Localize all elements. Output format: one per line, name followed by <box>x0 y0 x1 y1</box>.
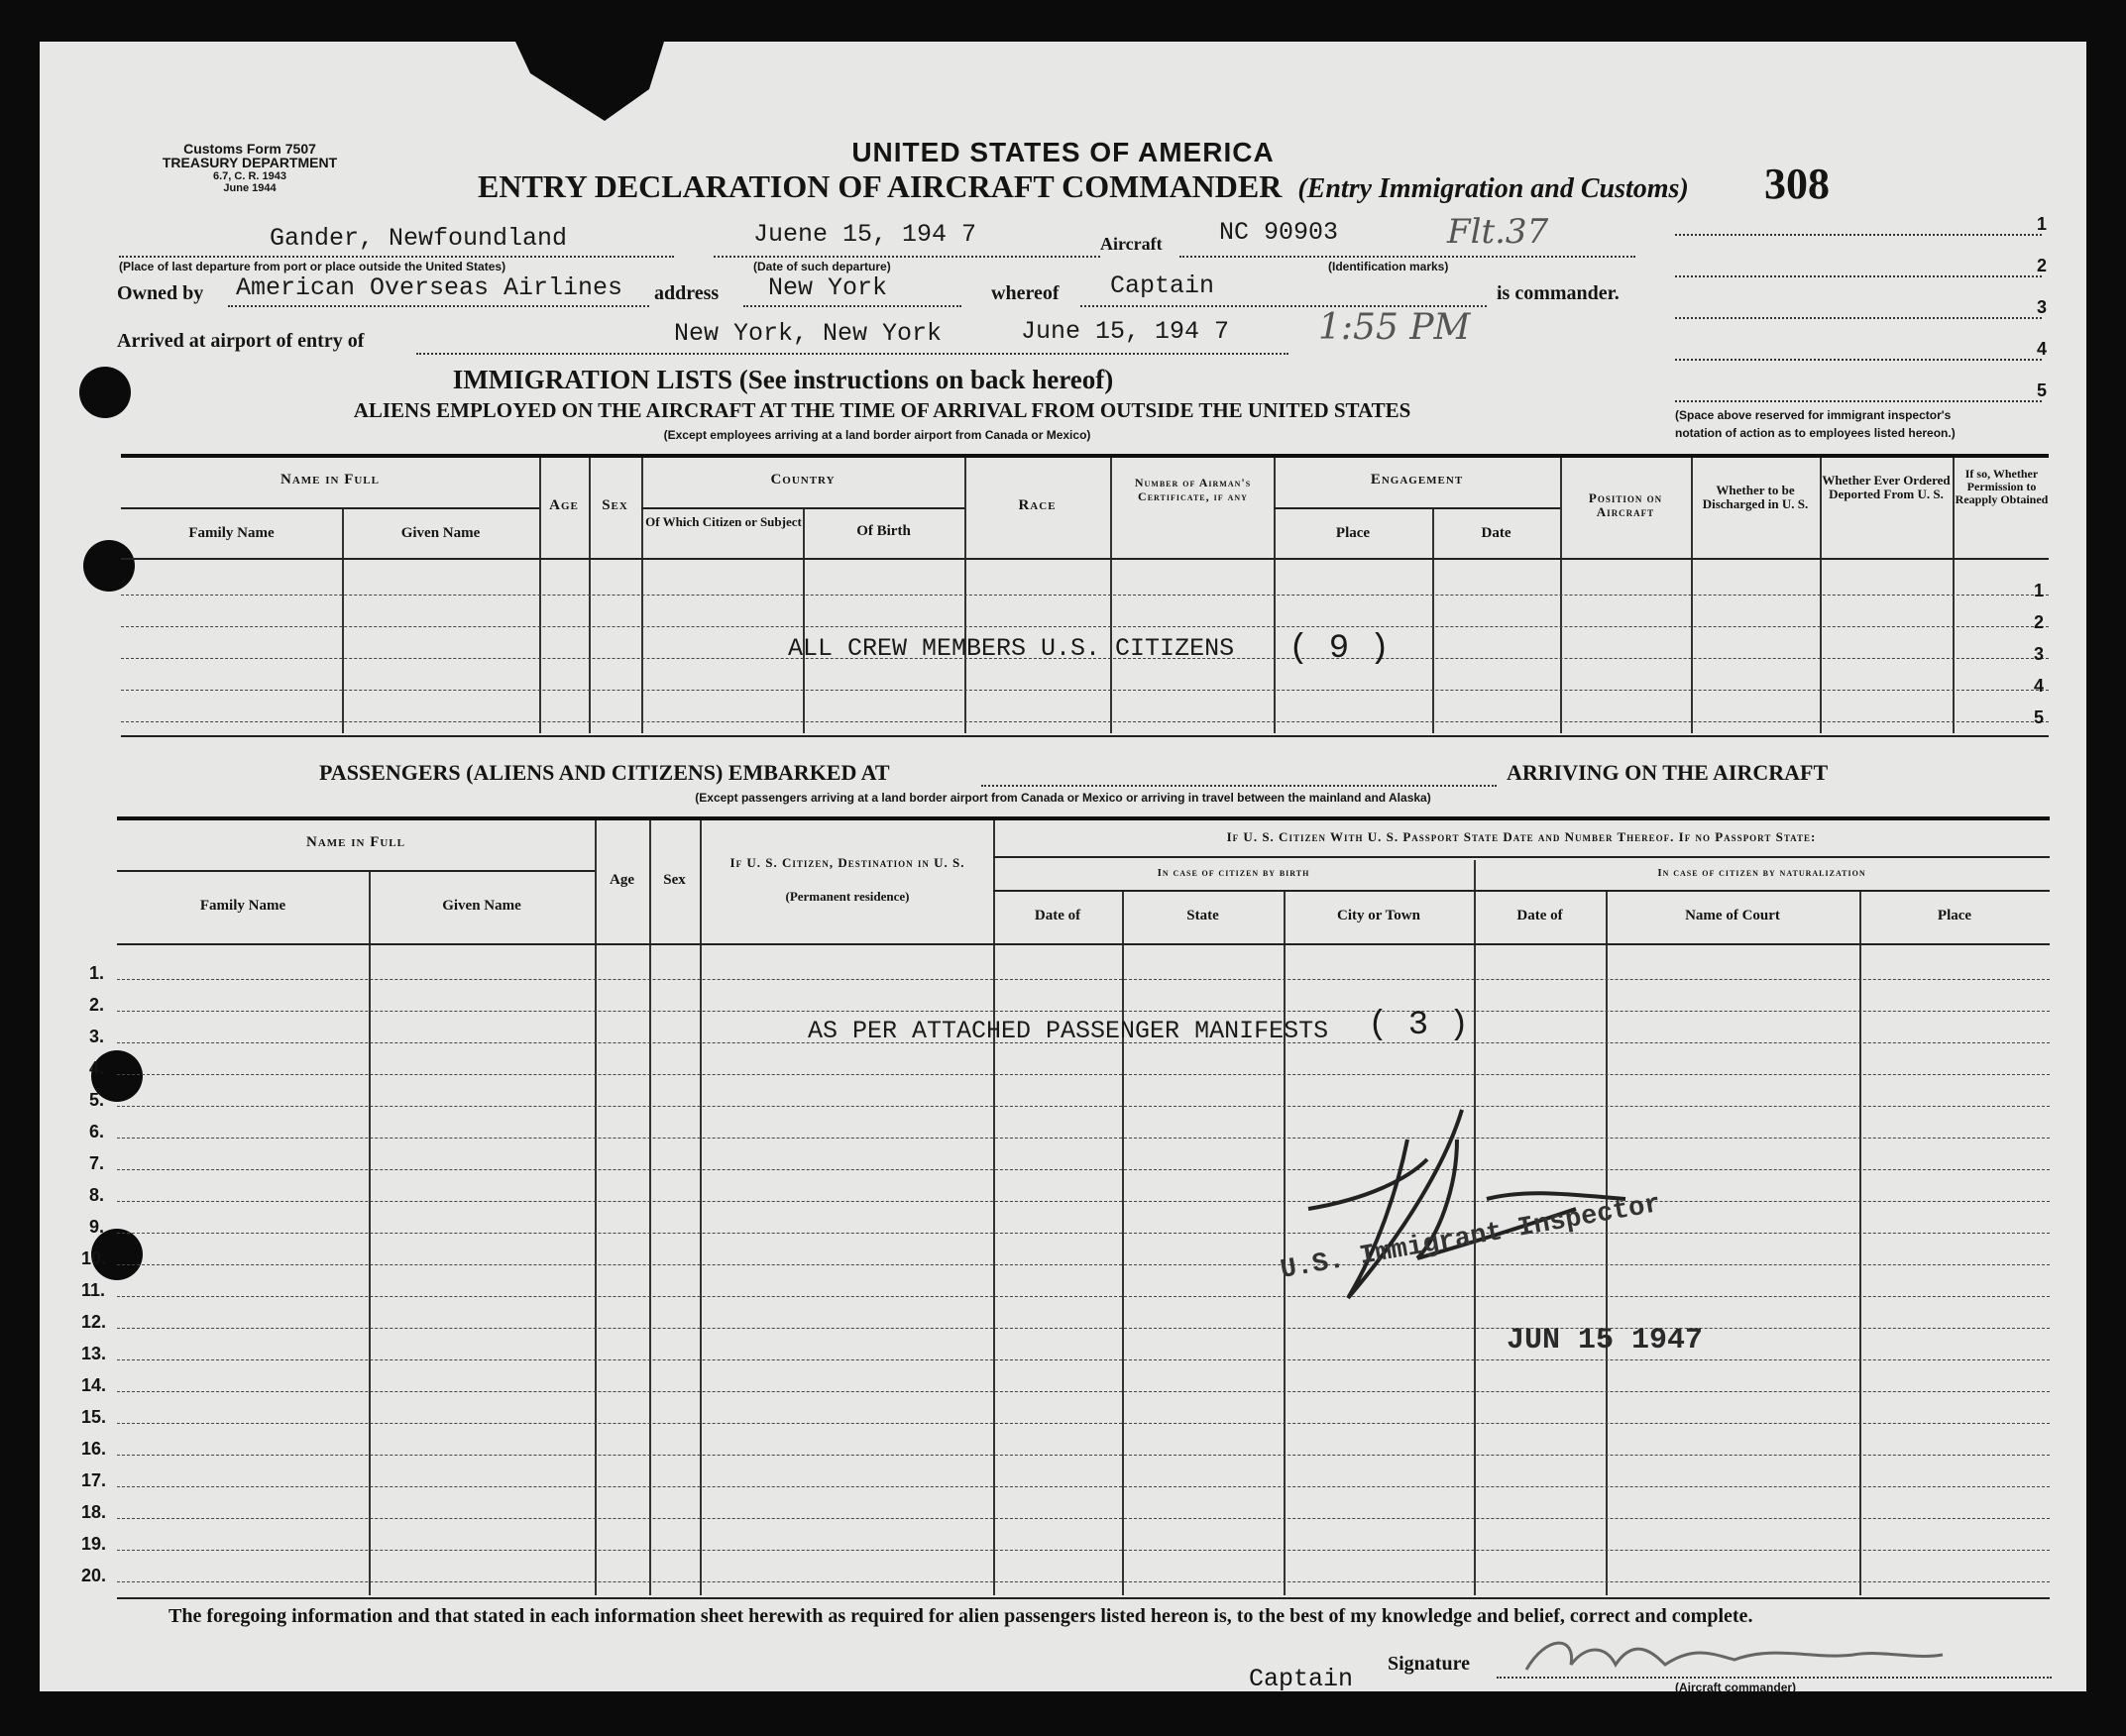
crew-row-number: 2 <box>2034 612 2045 632</box>
passenger-row-number: 2. <box>89 995 105 1015</box>
passenger-row-number: 5. <box>89 1090 105 1110</box>
passenger-row-number: 4. <box>89 1058 105 1078</box>
signature-label: Signature <box>1388 1653 1470 1675</box>
passenger-row-number: 1. <box>89 963 105 983</box>
passenger-row-number: 17. <box>81 1470 107 1490</box>
crew-section-note: (Except employees arriving at a land border airport from Canada or Mexico) <box>663 428 1091 442</box>
crew-row-number: 4 <box>2034 676 2045 696</box>
departure-date-line <box>714 256 1100 258</box>
flight-note: Flt.37 <box>1447 212 1549 252</box>
passenger-section-title-right: ARRIVING ON THE AIRCRAFT <box>1507 760 1829 785</box>
signature-caption: (Aircraft commander) <box>1675 1681 1797 1694</box>
crew-entry-text: ALL CREW MEMBERS U.S. CITIZENS <box>788 634 1235 663</box>
passenger-row-number: 16. <box>81 1439 107 1459</box>
passenger-entry-count: ( 3 ) <box>1368 1007 1470 1044</box>
passenger-row-number: 18. <box>81 1502 107 1522</box>
departure-date-caption: (Date of such departure) <box>753 260 891 273</box>
address-value: New York <box>768 273 888 302</box>
arrival-place-value: New York, New York <box>674 319 943 348</box>
owned-by-label: Owned by <box>117 282 204 304</box>
crew-row-number: 5 <box>2034 707 2045 727</box>
crew-row-number: 1 <box>2034 581 2045 600</box>
passenger-row-number: 10. <box>81 1248 107 1268</box>
country-heading: UNITED STATES OF AMERICA <box>851 137 1275 167</box>
commander-value: Captain <box>1110 271 1215 300</box>
embarked-line <box>981 785 1497 787</box>
captain-label: Captain <box>1249 1665 1354 1693</box>
aircraft-id-caption: (Identification marks) <box>1328 260 1449 273</box>
aircraft-label: Aircraft <box>1100 234 1163 254</box>
arrived-label: Arrived at airport of entry of <box>117 330 365 352</box>
punch-hole <box>83 540 135 592</box>
departure-place-line <box>119 256 674 258</box>
departure-place-caption: (Place of last departure from port or place outside the United States) <box>119 260 506 273</box>
captain-signature <box>1516 1625 1953 1684</box>
departure-place-value: Gander, Newfoundland <box>270 224 568 253</box>
aircraft-id-value: NC 90903 <box>1219 218 1339 247</box>
owner-line <box>228 305 649 307</box>
signature-line <box>1497 1677 2052 1679</box>
arrival-time-note: 1:55 PM <box>1318 307 1471 348</box>
passenger-row-number: 8. <box>89 1185 105 1205</box>
passenger-section-title: PASSENGERS (ALIENS AND CITIZENS) EMBARKED AT <box>319 760 890 785</box>
passenger-row-number: 13. <box>81 1344 107 1363</box>
address-label: address <box>654 282 720 304</box>
passenger-section-note: (Except passengers arriving at a land border airport from Canada or Mexico or arriving in travel between the mainland and Alaska) <box>695 791 1431 805</box>
address-line <box>743 305 961 307</box>
passenger-row-number: 6. <box>89 1122 105 1141</box>
aircraft-line <box>1179 256 1635 258</box>
crew-entry-count: ( 9 ) <box>1288 630 1391 668</box>
passenger-row-number: 19. <box>81 1534 107 1554</box>
certification-text: The foregoing information and that stated in each information sheet herewith as required for alien passengers listed hereon is, to the best of my knowledge and belief, correct and complete. <box>168 1605 1753 1627</box>
commander-suffix: is commander. <box>1497 282 1620 304</box>
passenger-entry-text: AS PER ATTACHED PASSENGER MANIFESTS <box>808 1017 1329 1045</box>
departure-date-value: Juene 15, 194 7 <box>753 220 977 249</box>
passenger-row-number: 15. <box>81 1407 107 1427</box>
crew-row-number: 3 <box>2034 644 2045 664</box>
passenger-row-number: 12. <box>81 1312 107 1332</box>
passenger-row-number: 7. <box>89 1153 105 1173</box>
arrival-line <box>416 353 1288 355</box>
serial-number: 308 <box>1764 160 1830 208</box>
form-title: ENTRY DECLARATION OF AIRCRAFT COMMANDER (Entry Immigration and Customs) <box>478 168 1689 204</box>
passenger-row-number: 14. <box>81 1375 107 1395</box>
crew-section-title: IMMIGRATION LISTS (See instructions on back hereof) <box>452 365 1114 394</box>
whereof-label: whereof <box>991 282 1060 304</box>
inspector-stamp: U.S. Immigrant Inspector <box>1278 1189 1663 1286</box>
passenger-row-number: 20. <box>81 1566 107 1585</box>
passenger-row-number: 11. <box>81 1280 106 1300</box>
passenger-row-number: 9. <box>89 1217 105 1237</box>
stamp-date: JUN 15 1947 <box>1507 1324 1704 1357</box>
arrival-date-value: June 15, 194 7 <box>1021 317 1230 346</box>
crew-section-subtitle: ALIENS EMPLOYED ON THE AIRCRAFT AT THE TIME OF ARRIVAL FROM OUTSIDE THE UNITED STATES <box>353 398 1411 422</box>
owner-value: American Overseas Airlines <box>236 273 623 302</box>
form-id: Customs Form 7507 TREASURY DEPARTMENT 6.7, C. R. 1943 June 1944 <box>162 141 338 194</box>
passenger-row-number: 3. <box>89 1027 105 1046</box>
